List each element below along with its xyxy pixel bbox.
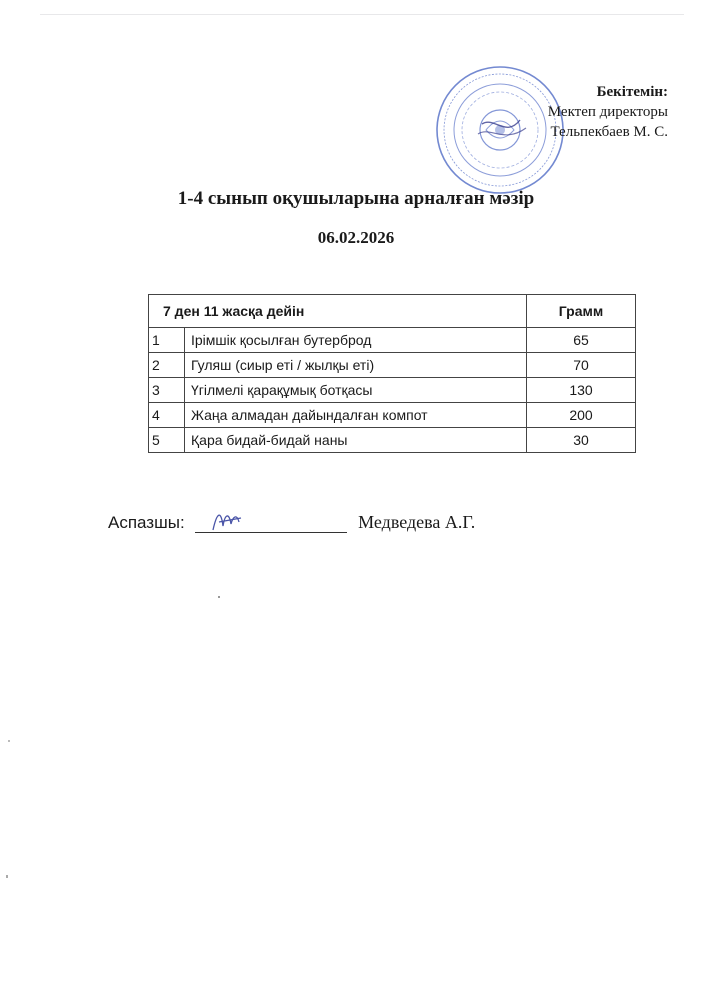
dish-name: Қара бидай-бидай наны [185, 428, 527, 453]
dish-gram: 70 [527, 353, 636, 378]
table-row [149, 378, 636, 403]
menu-date: 06.02.2026 [317, 228, 395, 247]
cook-name: Медведева А.Г. [358, 512, 476, 532]
dish-name: Гуляш (сиыр еті / жылқы еті) [185, 353, 527, 378]
row-number: 4 [149, 403, 185, 428]
table-row [149, 353, 636, 378]
dish-name: Үгілмелі қарақұмық ботқасы [185, 378, 527, 403]
approval-name: Тельпекбаев М. С. [550, 124, 668, 140]
gram-header: Грамм [527, 295, 636, 328]
page-top-edge [40, 14, 684, 15]
menu-table [148, 294, 636, 453]
scan-speck [6, 875, 8, 878]
cook-label: Аспазшы: [108, 513, 185, 532]
age-header: 7 ден 11 жасқа дейін [149, 295, 527, 328]
row-number: 5 [149, 428, 185, 453]
dish-gram: 65 [527, 328, 636, 353]
official-seal-icon [434, 64, 566, 196]
row-number: 2 [149, 353, 185, 378]
dish-gram: 200 [527, 403, 636, 428]
table-row [149, 403, 636, 428]
dish-gram: 130 [527, 378, 636, 403]
signature-line [195, 514, 347, 533]
table-row [149, 328, 636, 353]
page-title: 1-4 сынып оқушыларына арналған мәзір [177, 188, 535, 209]
cook-signature-block [108, 512, 475, 533]
row-number: 3 [149, 378, 185, 403]
dish-name: Ірімшік қосылған бутерброд [185, 328, 527, 353]
menu-header-row [149, 295, 636, 328]
scan-speck [8, 740, 10, 742]
table-row [149, 428, 636, 453]
dish-gram: 30 [527, 428, 636, 453]
row-number: 1 [149, 328, 185, 353]
scan-speck [218, 596, 220, 598]
approval-block [548, 82, 668, 142]
approval-position: Мектеп директоры [547, 104, 668, 120]
signature-icon [209, 508, 249, 534]
approval-label: Бекітемін: [596, 84, 668, 100]
dish-name: Жаңа алмадан дайындалған компот [185, 403, 527, 428]
